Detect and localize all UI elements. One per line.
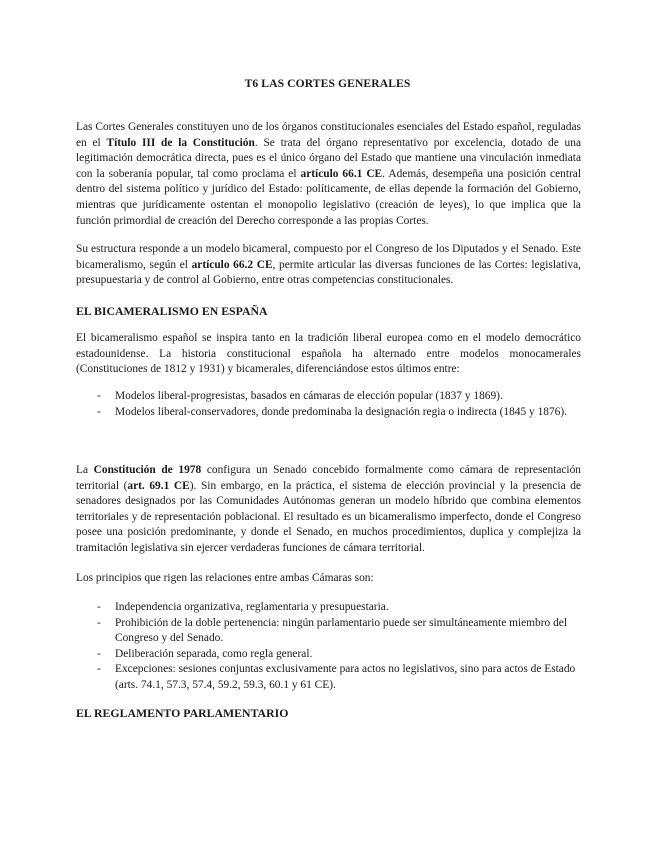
paragraph-structure-text-c: , permite articular las diversas funciones de las Cortes: legislativa, presupuestaria y de control al Gobierno, entre otras competencias constitucionales.: [76, 258, 581, 287]
document-title: T6 LAS CORTES GENERALES: [244, 77, 411, 90]
bold-titulo-iii: Título III de la Constitución: [106, 136, 255, 149]
paragraph-intro-text-a: Las Cortes Generales constituyen uno de los órganos constitucionales esenciales del Estado español, reguladas en el: [76, 121, 581, 149]
list-item: [76, 647, 581, 663]
bullet-dash: -: [97, 390, 101, 402]
bullet-dash: -: [97, 663, 101, 676]
list-item: [76, 600, 581, 616]
bold-constitucion-1978: Constitución de 1978: [93, 464, 202, 476]
list-item-text: Modelos liberal-conservadores, donde predominaba la designación regia o indirecta (1845 y 1876).: [115, 405, 567, 418]
bullet-dash: -: [97, 601, 101, 613]
bullet-dash: -: [97, 405, 101, 418]
paragraph-bicameralismo: El bicameralismo español se inspira tanto en la tradición liberal europea como en el modelo democrático estadounidense. La historia constitucional española ha alternado entre modelos monocamerales (Constituciones de 1812 y 1931) y bicamerales, diferenciándose estos últimos entre:: [76, 332, 581, 376]
list-item-text: Modelos liberal-progresistas, basados en cámaras de elección popular (1837 y 1869).: [115, 390, 503, 402]
paragraph-intro-text-d: . Además, desempeña una posición central dentro del sistema político y jurídico del Estado: políticamente, de ellas depende la formación del Gobierno, mientras que jurídicamente ostentan el monopolio legislativo (creación de leyes), lo que implica que la función primordial de creación del Derecho corresponde a las propias Cortes.: [76, 167, 581, 227]
paragraph-1978-text-d: ). Sin embargo, en la práctica, el sistema de elección provincial y la presencia de senadores designados por las Comunidades Autónomas generan un modelo híbrido que combina elementos territoriales y de representación poblacional. El resultado es un bicameralismo imperfecto, donde el Congreso posee una posición predominante, y donde el Senado, en muchos procedimientos, duplica y complejiza la tramitación legislativa sin ejercer verdaderas funciones de cámara territorial.: [76, 479, 581, 554]
models-list: [76, 389, 581, 420]
bullet-dash: -: [97, 647, 101, 660]
list-item-text: Deliberación separada, como regla general.: [115, 647, 313, 660]
list-item: [76, 389, 581, 405]
list-item: [76, 616, 581, 647]
section-heading-reglamento: EL REGLAMENTO PARLAMENTARIO: [76, 706, 289, 720]
paragraph-structure: [76, 242, 581, 289]
bold-articulo-66-2: artículo 66.2 CE: [191, 258, 273, 271]
bold-articulo-66-1: artículo 66.1 CE: [300, 167, 383, 180]
list-item: [76, 662, 581, 693]
paragraph-intro-text-c: . Se trata del órgano representativo por excelencia, dotado de una legitimación democrática directa, pues es el único órgano del Estado que mantiene una vinculación inmediata con la soberanía popular, tal como proclama el: [76, 136, 582, 180]
paragraph-constitucion-1978: [76, 463, 581, 557]
bold-art-69-1: art. 69.1 CE: [127, 479, 190, 492]
list-item: [76, 405, 581, 421]
bullet-dash: -: [97, 616, 101, 629]
section-heading-bicameralismo: EL BICAMERALISMO EN ESPAÑA: [76, 304, 268, 318]
paragraph-structure-text-a: Su estructura responde a un modelo bicameral, compuesto por el Congreso de los Diputados y el Senado. Este bicameralismo, según el: [76, 243, 581, 271]
list-item-text: Independencia organizativa, reglamentaria y presupuestaria.: [115, 601, 389, 613]
list-item-text: Excepciones: sesiones conjuntas exclusivamente para actos no legislativos, sino para actos de Estado (arts. 74.1, 57.3, 57.4, 59.2, 59.3, 60.1 y 61 CE).: [115, 663, 576, 691]
principles-list: [76, 600, 581, 694]
paragraph-principios: Los principios que rigen las relaciones entre ambas Cámaras son:: [76, 572, 374, 584]
paragraph-1978-text-a: La: [76, 464, 94, 476]
list-item-text: Prohibición de la doble pertenencia: ningún parlamentario puede ser simultáneamente miembro del Congreso y del Senado.: [115, 616, 567, 645]
paragraph-1978-text-c: configura un Senado concebido formalmente como cámara de representación territorial (: [76, 464, 581, 492]
paragraph-intro: [76, 120, 581, 229]
